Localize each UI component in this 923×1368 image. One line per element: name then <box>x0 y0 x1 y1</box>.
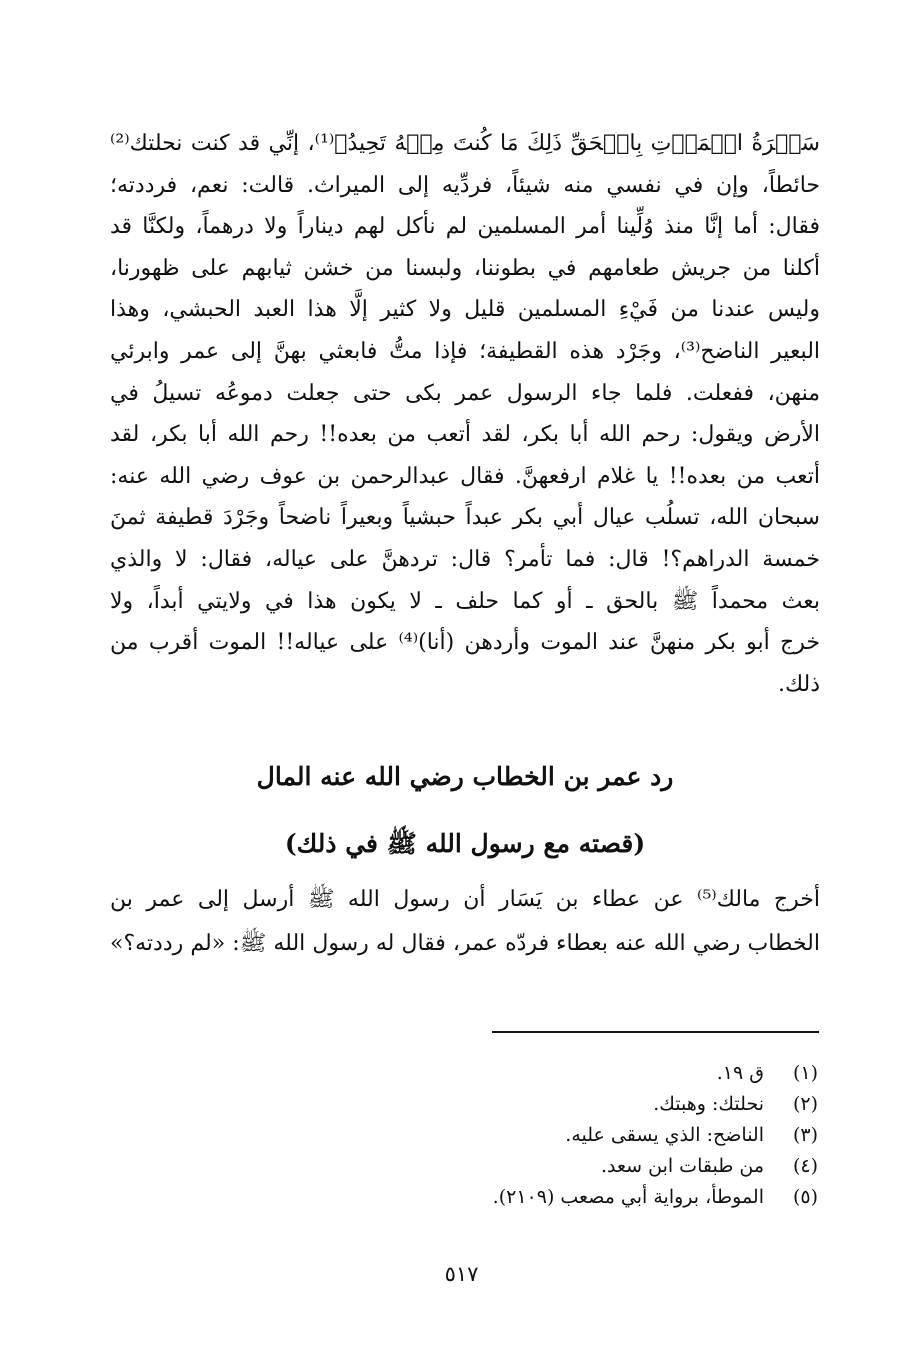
footnote-separator <box>492 1031 819 1033</box>
text-line: سَكۡرَةُ الۡمَوۡتِ بِالۡحَقِّ ذَلِكَ مَا كُنتَ مِنۡهُ تَحِيدُ﴾⁽¹⁾، إنِّي قد كنت نحلتك⁽²⁾ <box>110 131 820 156</box>
text-line: وليس عندنا من فَيْءِ المسلمين قليل ولا كثير إلَّا هذا العبد الحبشي، وهذا <box>110 297 820 323</box>
text-line: أتعب من بعده!! يا غلام ارفعهنَّ. فقال عبدالرحمن بن عوف رضي الله عنه: <box>110 463 820 489</box>
text-line: الأرض ويقول: رحم الله أبا بكر، لقد أتعب من بعده!! رحم الله أبا بكر، لقد <box>110 422 820 448</box>
section-subheading: (قصته مع رسول الله ﷺ في ذلك) <box>284 829 646 858</box>
text-line: خمسة الدراهم؟! قال: فما تأمر؟ قال: تردهنَّ على عياله، فقال: لا والذي <box>110 546 820 572</box>
text-line: بعث محمداً ﷺ بالحق ـ أو كما حلف ـ لا يكون هذا في ولايتي أبداً، ولا <box>110 588 820 614</box>
footnote-number: (٣) <box>792 1124 818 1146</box>
footnote-text: الموطأ، برواية أبي مصعب (٢١٠٩). <box>492 1186 764 1208</box>
footnote-number: (١) <box>792 1062 818 1084</box>
text-line: فقال: أما إنَّا منذ وُلِّينا أمر المسلمين لم نأكل لهم ديناراً ولا درهماً، ولكنَّا قد <box>110 214 820 240</box>
section-heading: رد عمر بن الخطاب رضي الله عنه المال <box>256 762 674 791</box>
footnote-text: نحلتك: وهبتك. <box>653 1093 764 1115</box>
footnote-item <box>318 1151 818 1182</box>
text-line: ذلك. <box>777 671 820 697</box>
footnote-item <box>318 1182 818 1213</box>
text-line: خرج أبو بكر منهنَّ عند الموت وأردهن (أنا)⁽⁴⁾ على عياله!! الموت أقرب من <box>110 630 820 656</box>
footnote-number: (٤) <box>792 1155 818 1177</box>
footnote-text: من طبقات ابن سعد. <box>600 1155 764 1177</box>
footnotes-list <box>318 1058 818 1213</box>
main-paragraph <box>110 123 820 705</box>
footnote-number: (٥) <box>792 1186 818 1208</box>
text-line: أكلنا من جريش طعامهم في بطوننا، ولبسنا من خشن ثيابهم على ظهورنا، <box>110 255 820 281</box>
text-line: منهن، ففعلت. فلما جاء الرسول عمر بكى حتى جعلت دموعُه تسيلُ في <box>110 380 820 406</box>
text-line: حائطاً، وإن في نفسي منه شيئاً، فردِّيه إلى الميراث. قالت: نعم، فرددته؛ <box>110 172 820 198</box>
page-number: ٥١٧ <box>444 1262 479 1286</box>
footnote-item <box>318 1089 818 1120</box>
footnote-item <box>318 1120 818 1151</box>
text-line: أخرج مالك⁽⁵⁾ عن عطاء بن يَسَار أن رسول الله ﷺ أرسل إلى عمر بن <box>110 887 820 912</box>
footnote-text: الناضح: الذي يسقى عليه. <box>565 1124 764 1146</box>
footnote-text: ق ١٩. <box>716 1062 764 1084</box>
footnote-number: (٢) <box>792 1093 818 1115</box>
text-line: سبحان الله، تسلُب عيال أبي بكر عبداً حبشياً وبعيراً ناضحاً وجَرْدَ قطيفة ثمنَ <box>110 505 820 531</box>
footnote-item <box>318 1058 818 1089</box>
text-line: البعير الناضح⁽³⁾، وجَرْد هذه القطيفة؛ فإذا متُّ فابعثي بهنَّ إلى عمر وابرئي <box>110 338 820 364</box>
text-line: الخطاب رضي الله عنه بعطاء فردّه عمر، فقال له رسول الله ﷺ: «لم رددته؟» <box>110 931 820 956</box>
second-paragraph <box>110 878 820 966</box>
